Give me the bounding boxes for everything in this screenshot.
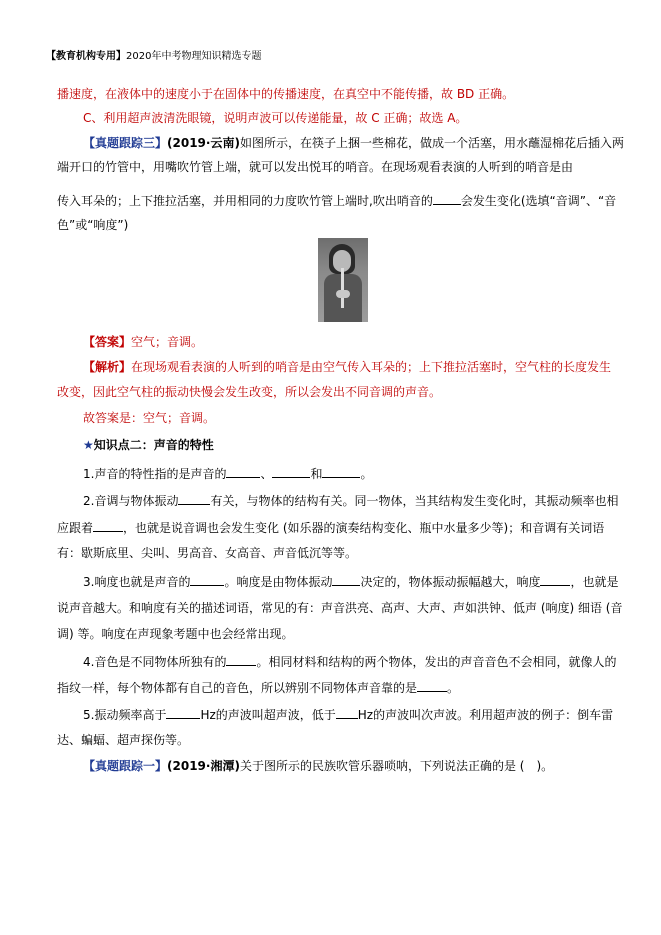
item2-text-d: ，也就是说音调也会发生变化 (如乐器的演奏结构变化、瓶中水量多少等)；和音调有关词语 (123, 521, 605, 535)
question3-text1: 如图所示，在筷子上捆一些棉花，做成一个活塞，用水蘸湿棉花后插入两 (239, 136, 624, 150)
item3-blank1 (190, 573, 224, 586)
item5-text-a: 5.振动频率高于 (83, 708, 167, 722)
question3-line2: 端开口的竹管中，用嘴吹竹管上端，就可以发出悦耳的哨音。在现场观看表演的人听到的哨音是由 (57, 160, 574, 174)
knowledge-item2-line3: 有：歇斯底里、尖叫、男高音、女高音、声音低沉等等。 (57, 546, 358, 560)
person-playing-flute-photo (318, 238, 368, 322)
item4-text-b: 。相同材料和结构的两个物体，发出的声音音色不会相同，就像人的 (256, 655, 617, 669)
knowledge-title-line (83, 437, 214, 453)
knowledge-title: 知识点二：声音的特性 (93, 438, 214, 452)
answer3-label: 【答案】 (83, 335, 132, 349)
item1-text-d: 。 (360, 467, 373, 481)
item3-text-b: 。响度是由物体振动 (224, 575, 333, 589)
item5-text-b: Hz的声波叫超声波，低于 (200, 708, 336, 722)
prev-analysis-line2: C、利用超声波清洗眼镜，说明声波可以传递能量，故 C 正确；故选 A。 (83, 111, 468, 125)
item4-blank2 (417, 679, 447, 692)
answer3-content: 空气；音调。 (131, 335, 204, 349)
knowledge-item1 (83, 465, 373, 482)
item3-blank3 (540, 573, 570, 586)
question3-text3b: 会发生变化(选填“音调”、“音 (460, 194, 617, 208)
item3-text-c: 决定的，物体振动振幅越大，响度 (360, 575, 541, 589)
knowledge-item3-line1 (83, 573, 619, 590)
star-icon: ★ (83, 438, 94, 452)
item2-blank2 (93, 519, 123, 532)
analysis3-line1 (83, 359, 611, 375)
knowledge-item2-line2 (57, 519, 604, 536)
analysis3-line2: 改变，因此空气柱的振动快慢会发生改变，所以会发出不同音调的声音。 (57, 385, 442, 399)
item3-blank2 (332, 573, 360, 586)
question3-line4: 色”或“响度”) (57, 218, 129, 232)
question3-blank (433, 192, 461, 205)
item2-text-c: 应跟着 (57, 521, 94, 535)
question3-text3a: 传入耳朵的；上下推拉活塞，并用相同的力度吹竹管上端时,吹出哨音的 (57, 194, 433, 208)
question3-line1 (83, 135, 624, 151)
knowledge-item5-line1 (83, 706, 613, 723)
knowledge-item3-line2: 说声音越大。和响度有关的描述词语，常见的有：声音洪亮、高声、大声、声如洪钟、低声 (响度) 细语 (音 (57, 601, 623, 615)
item1-text-b: 、 (260, 467, 273, 481)
item2-text-a: 2.音调与物体振动 (83, 494, 179, 508)
question-next-tag: 【真题跟踪一】 (83, 759, 168, 773)
knowledge-item5-line2: 达、蝙蝠、超声探伤等。 (57, 733, 190, 747)
item1-blank1 (226, 465, 260, 478)
item4-text-a: 4.音色是不同物体所独有的 (83, 655, 227, 669)
item1-blank3 (322, 465, 360, 478)
question3-source: (2019·云南) (167, 136, 240, 150)
analysis3-text1: 在现场观看表演的人听到的哨音是由空气传入耳朵的；上下推拉活塞时，空气柱的长度发生 (131, 360, 612, 374)
question-next-line (83, 758, 553, 774)
knowledge-item3-line3: 调) 等。响度在声现象考题中也会经常出现。 (57, 627, 294, 641)
item5-blank2 (336, 706, 358, 719)
item4-text-c: 指纹一样，每个物体都有自己的音色，所以辨别不同物体声音靠的是 (57, 681, 418, 695)
item1-blank2 (272, 465, 310, 478)
answer3-line (83, 334, 203, 350)
item3-text-d: ，也就是 (570, 575, 619, 589)
item4-text-d: 。 (447, 681, 460, 695)
page-header (46, 49, 261, 65)
question3-tag: 【真题跟踪三】 (83, 136, 168, 150)
question-next-source: (2019·湘潭) (167, 759, 240, 773)
header-bracket-label: 【教育机构专用】 (46, 51, 126, 62)
item5-blank1 (166, 706, 200, 719)
analysis3-line3: 故答案是：空气；音调。 (83, 411, 216, 425)
question3-line3 (57, 192, 616, 209)
knowledge-item4-line1 (83, 653, 616, 670)
item3-text-a: 3.响度也就是声音的 (83, 575, 191, 589)
prev-analysis-line1: 播速度，在液体中的速度小于在固体中的传播速度，在真空中不能传播，故 BD 正确。 (57, 87, 515, 101)
item5-text-c: Hz的声波叫次声波。利用超声波的例子：倒车雷 (357, 708, 614, 722)
knowledge-item2-line1 (83, 492, 618, 509)
item1-text-a: 1.声音的特性指的是声音的 (83, 467, 227, 481)
item2-blank1 (178, 492, 210, 505)
item4-blank1 (226, 653, 256, 666)
header-title: 2020年中考物理知识精选专题 (126, 51, 262, 62)
item1-text-c: 和 (310, 467, 323, 481)
knowledge-item4-line2 (57, 679, 459, 696)
analysis3-label: 【解析】 (83, 360, 132, 374)
question-next-text: 关于图所示的民族吹管乐器唢呐，下列说法正确的是 ( )。 (239, 759, 554, 773)
item2-text-b: 有关，与物体的结构有关。同一物体，当其结构发生变化时，其振动频率也相 (210, 494, 619, 508)
